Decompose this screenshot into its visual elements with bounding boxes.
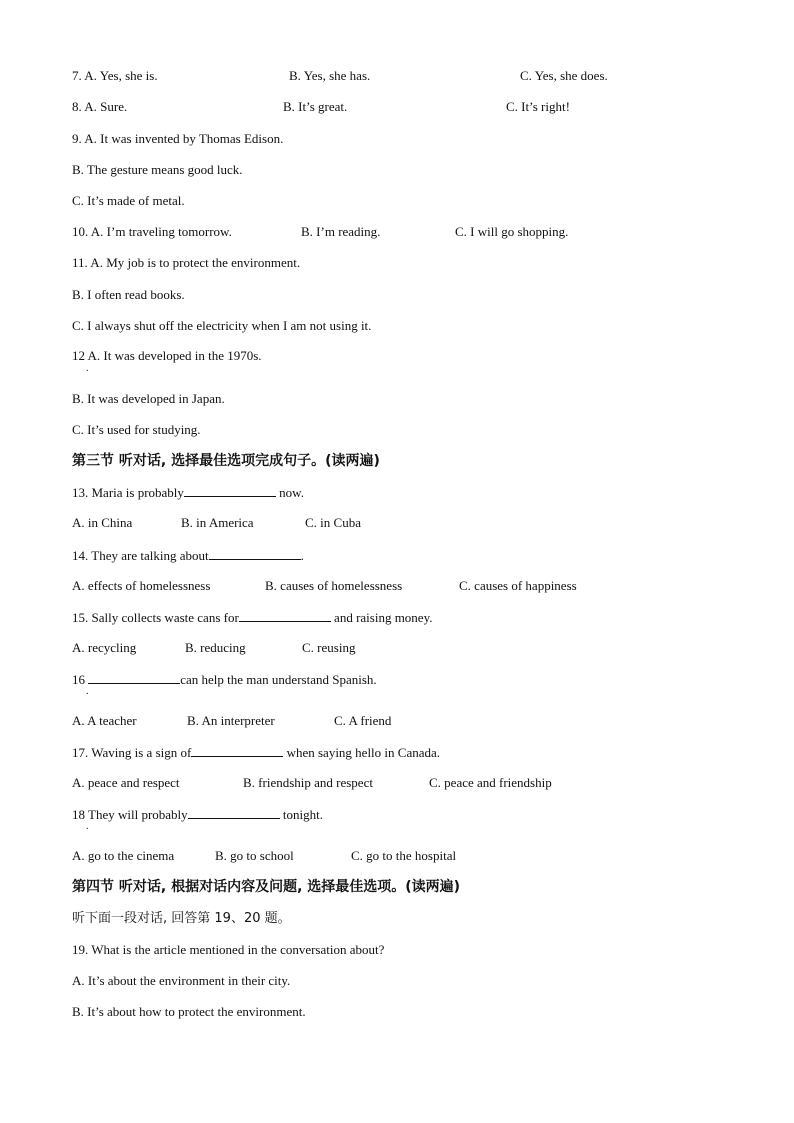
- q17-option-a: A. peace and respect: [72, 775, 180, 790]
- q13-answer-blank: [184, 484, 276, 497]
- q16-dot: .: [86, 686, 89, 697]
- q8-option-a: 8. A. Sure.: [72, 99, 128, 114]
- q9-option-b: B. The gesture means good luck.: [72, 162, 243, 177]
- q19-option-b: B. It’s about how to protect the environment.: [72, 1004, 306, 1019]
- q13-question: [72, 484, 304, 501]
- q14-option-a: A. effects of homelessness: [72, 578, 211, 593]
- q16-option-a: A. A teacher: [72, 713, 137, 728]
- q19-option-a: A. It’s about the environment in their city.: [72, 973, 291, 988]
- q15-prefix: 15. Sally collects waste cans for: [72, 610, 239, 625]
- q19-question: 19. What is the article mentioned in the conversation about?: [72, 942, 385, 957]
- q18-prefix: 18 They will probably: [72, 807, 188, 822]
- q16-option-c: C. A friend: [334, 713, 392, 728]
- q18-question: [72, 806, 323, 823]
- q17-suffix: when saying hello in Canada.: [283, 745, 441, 760]
- q14-prefix: 14. They are talking about: [72, 548, 209, 563]
- q13-option-b: B. in America: [181, 515, 254, 530]
- q13-prefix: 13. Maria is probably: [72, 485, 184, 500]
- q16-answer-blank: [88, 671, 180, 684]
- section-4-heading: 第四节 听对话, 根据对话内容及问题, 选择最佳选项。(读两遍): [72, 879, 461, 895]
- q12-dot: .: [86, 363, 89, 374]
- q7-option-b: B. Yes, she has.: [289, 68, 371, 83]
- q18-answer-blank: [188, 806, 280, 819]
- q17-answer-blank: [191, 744, 283, 757]
- q12-option-a: 12 A. It was developed in the 1970s.: [72, 348, 262, 363]
- q15-option-b: B. reducing: [185, 640, 246, 655]
- q11-option-c: C. I always shut off the electricity when I am not using it.: [72, 318, 372, 333]
- q10-option-c: C. I will go shopping.: [455, 224, 569, 239]
- q12-option-b: B. It was developed in Japan.: [72, 391, 225, 406]
- q14-answer-blank: [209, 547, 301, 560]
- q18-dot: .: [86, 821, 89, 832]
- q15-answer-blank: [239, 609, 331, 622]
- q8-option-b: B. It’s great.: [283, 99, 348, 114]
- q14-option-c: C. causes of happiness: [459, 578, 577, 593]
- q9-option-c: C. It’s made of metal.: [72, 193, 185, 208]
- q17-question: [72, 744, 440, 761]
- q7-option-c: C. Yes, she does.: [520, 68, 608, 83]
- section-3-heading: 第三节 听对话, 选择最佳选项完成句子。(读两遍): [72, 453, 380, 469]
- q9-option-a: 9. A. It was invented by Thomas Edison.: [72, 131, 284, 146]
- q16-option-b: B. An interpreter: [187, 713, 275, 728]
- q13-option-c: C. in Cuba: [305, 515, 361, 530]
- q10-option-a: 10. A. I’m traveling tomorrow.: [72, 224, 232, 239]
- q18-option-a: A. go to the cinema: [72, 848, 175, 863]
- q13-suffix: now.: [275, 485, 304, 500]
- q17-option-b: B. friendship and respect: [243, 775, 373, 790]
- q13-option-a: A. in China: [72, 515, 133, 530]
- q16-suffix: can help the man understand Spanish.: [180, 672, 377, 687]
- q11-option-a: 11. A. My job is to protect the environment.: [72, 255, 301, 270]
- q17-prefix: 17. Waving is a sign of: [72, 745, 192, 760]
- q11-option-b: B. I often read books.: [72, 287, 185, 302]
- q18-suffix: tonight.: [279, 807, 324, 822]
- q12-option-c: C. It’s used for studying.: [72, 422, 201, 437]
- q14-question: [72, 547, 304, 564]
- q10-option-b: B. I’m reading.: [301, 224, 381, 239]
- q16-prefix: 16: [72, 672, 89, 687]
- section-4-instruction: 听下面一段对话, 回答第 19、20 题。: [72, 911, 291, 926]
- q18-option-c: C. go to the hospital: [351, 848, 457, 863]
- q15-suffix: and raising money.: [330, 610, 433, 625]
- q15-question: [72, 609, 433, 626]
- q18-option-b: B. go to school: [215, 848, 294, 863]
- q15-option-c: C. reusing: [302, 640, 356, 655]
- q17-option-c: C. peace and friendship: [429, 775, 552, 790]
- q7-option-a: 7. A. Yes, she is.: [72, 68, 158, 83]
- q8-option-c: C. It’s right!: [506, 99, 570, 114]
- q15-option-a: A. recycling: [72, 640, 137, 655]
- q16-question: [72, 671, 377, 688]
- q14-option-b: B. causes of homelessness: [265, 578, 403, 593]
- q14-suffix: .: [300, 548, 304, 563]
